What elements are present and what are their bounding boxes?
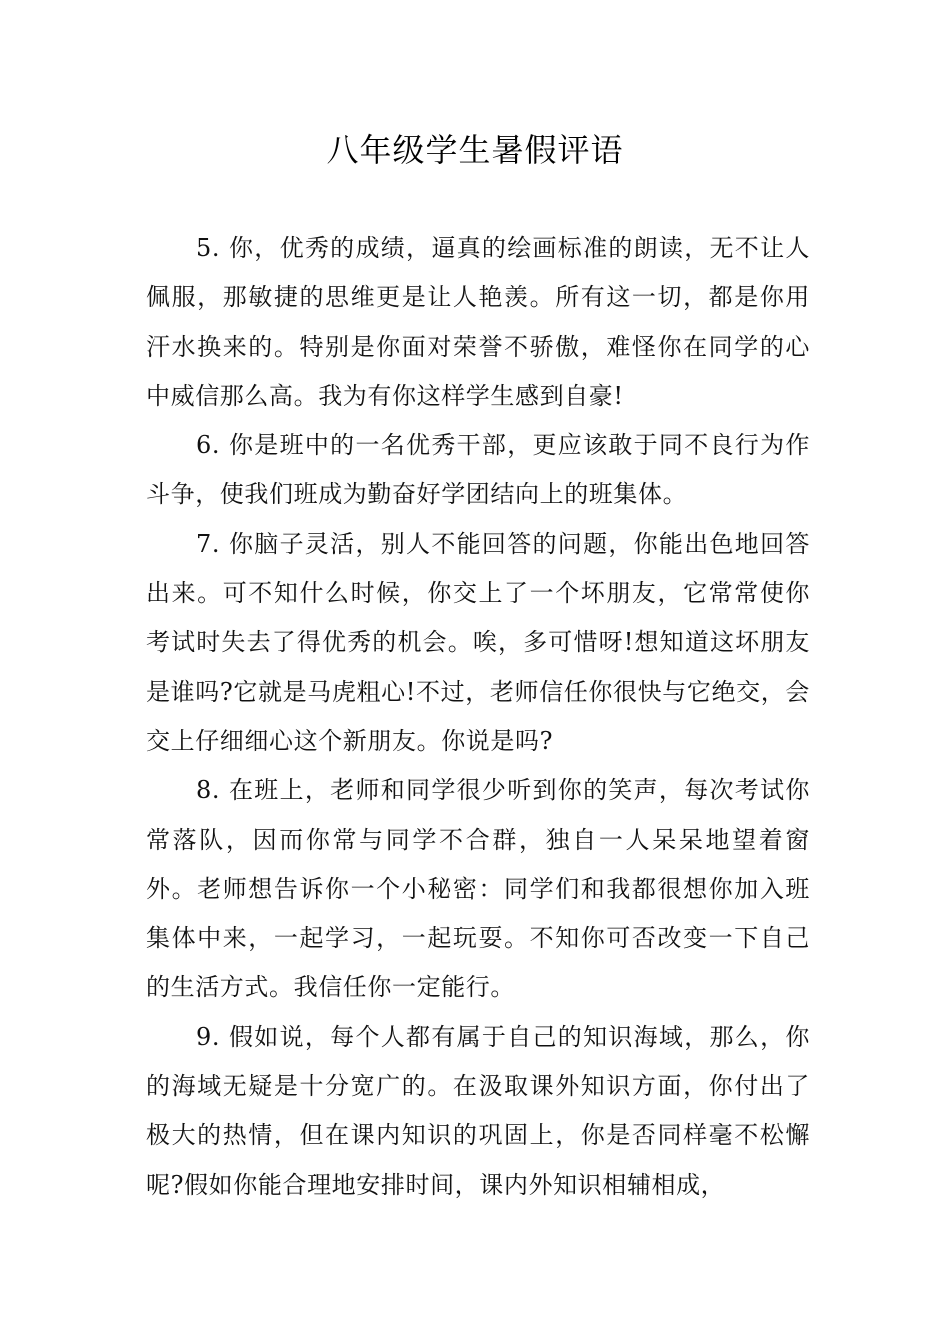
paragraph-7: 7. 你脑子灵活，别人不能回答的问题，你能出色地回答出来。可不知什么时候，你交上了一个坏朋友，它常常使你考试时失去了得优秀的机会。唉，多可惜呀!想知道这坏朋友是谁吗?它就是马虎粗心!不过，老师信任你很快与它绝交，会交上仔细细心这个新朋友。你说是吗? — [146, 529, 810, 755]
paragraph-8: 8. 在班上，老师和同学很少听到你的笑声，每次考试你常落队，因而你常与同学不合群，独自一人呆呆地望着窗外。老师想告诉你一个小秘密：同学们和我都很想你加入班集体中来，一起学习，一起玩耍。不知你可否改变一下自己的生活方式。我信任你一定能行。 — [146, 776, 810, 1002]
paragraph-6: 6. 你是班中的一名优秀干部，更应该敢于同不良行为作斗争，使我们班成为勤奋好学团结向上的班集体。 — [146, 431, 810, 509]
document-title: 八年级学生暑假评语 — [326, 131, 624, 169]
paragraph-5: 5. 你，优秀的成绩，逼真的绘画标准的朗读，无不让人佩服，那敏捷的思维更是让人艳羡。所有这一切，都是你用汗水换来的。特别是你面对荣誉不骄傲，难怪你在同学的心中威信那么高。我为有你这样学生感到自豪! — [146, 234, 810, 410]
document-body — [146, 224, 810, 1210]
paragraph-9: 9. 假如说，每个人都有属于自己的知识海域，那么，你的海域无疑是十分宽广的。在汲取课外知识方面，你付出了极大的热情，但在课内知识的巩固上，你是否同样毫不松懈呢?假如你能合理地安排时间，课内外知识相辅相成， — [146, 1022, 810, 1199]
